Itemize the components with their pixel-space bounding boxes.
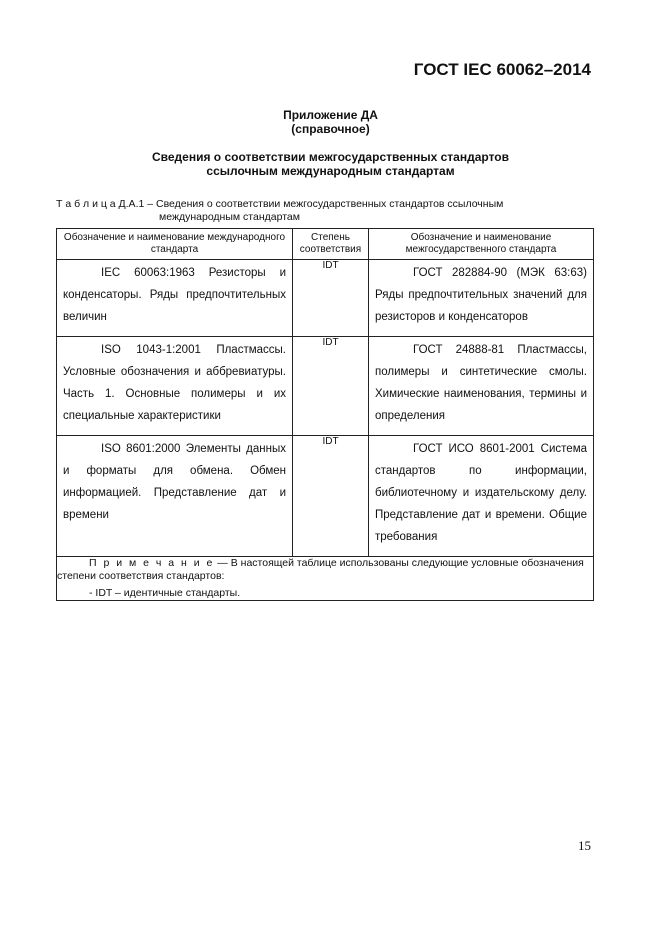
cell-national-standard [369, 436, 594, 557]
cell-national-standard [369, 260, 594, 337]
annex-subtitle-line1: Сведения о соответствии межгосударственных стандартов [152, 150, 509, 164]
cell-national-standard [369, 337, 594, 436]
cell-degree: IDT [293, 260, 369, 337]
correspondence-table [56, 228, 594, 601]
document-standard-number: ГОСТ IEC 60062–2014 [413, 60, 591, 79]
header-degree: Степень соответствия [293, 229, 369, 260]
table-caption [56, 198, 596, 224]
note-label: П р и м е ч а н и е [89, 557, 215, 569]
annex-subtitle-line2: ссылочным международным стандартам [206, 164, 455, 178]
annex-title: Приложение ДА [283, 108, 378, 122]
note-item: - IDT – идентичные стандарты. [89, 587, 241, 599]
table-note [57, 557, 594, 601]
annex-kind: (справочное) [291, 122, 370, 136]
table-header-row [57, 229, 594, 260]
national-standard-text: ГОСТ ИСО 8601-2001 Система стандартов по информации, библиотечному и издательскому делу. Представление дат и времени. Общие требования [375, 443, 587, 543]
cell-intl-standard [57, 337, 293, 436]
intl-standard-text: ISO 1043-1:2001 Пластмассы. Условные обозначения и аббревиатуры. Часть 1. Основные полимеры и их специальные характеристики [63, 344, 286, 422]
table-caption-line1: – Сведения о соответствии межгосударственных стандартов ссылочным [144, 198, 504, 210]
table-row [57, 337, 594, 436]
national-standard-text: ГОСТ 24888-81 Пластмассы, полимеры и синтетические смолы. Химические наименования, термины и определения [375, 344, 587, 422]
intl-standard-text: ISO 8601:2000 Элементы данных и форматы для обмена. Обмен информацией. Представление дат и времени [63, 443, 286, 521]
table-row [57, 260, 594, 337]
table-note-row [57, 557, 594, 601]
header-national-standard: Обозначение и наименование межгосударственного стандарта [369, 229, 594, 260]
table-row [57, 436, 594, 557]
table-caption-line2: международным стандартам [159, 211, 300, 223]
cell-intl-standard [57, 260, 293, 337]
header-intl-standard: Обозначение и наименование международного стандарта [57, 229, 293, 260]
note-text: — В настоящей таблице использованы следующие условные обозначения степени соответствия стандартов: [57, 557, 584, 582]
national-standard-text: ГОСТ 282884-90 (МЭК 63:63) Ряды предпочтительных значений для резисторов и конденсаторов [375, 267, 587, 323]
table-caption-prefix: Т а б л и ц а Д.А.1 [56, 198, 145, 210]
intl-standard-text: IEC 60063:1963 Резисторы и конденсаторы. Ряды предпочтительных величин [63, 267, 286, 323]
cell-intl-standard [57, 436, 293, 557]
cell-degree: IDT [293, 337, 369, 436]
cell-degree: IDT [293, 436, 369, 557]
page-number: 15 [578, 838, 591, 853]
